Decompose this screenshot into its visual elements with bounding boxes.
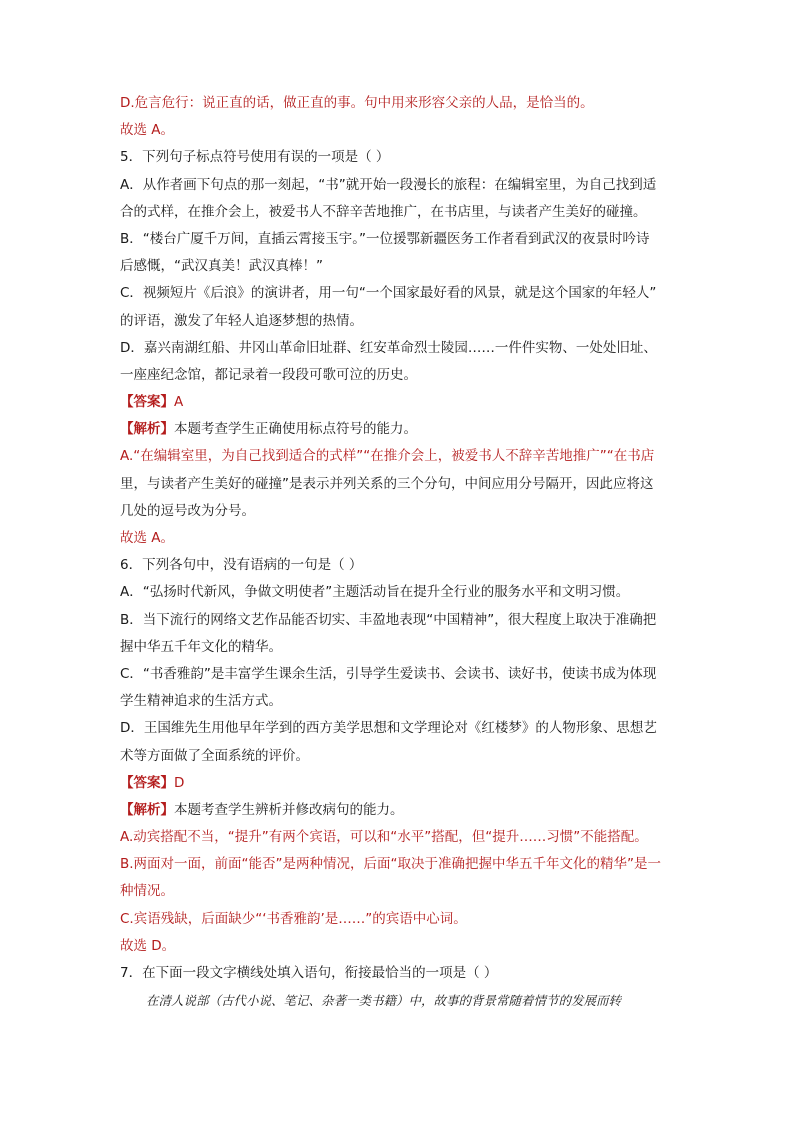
question-5-explanation-line3: 几处的逗号改为分号。 bbox=[120, 502, 255, 519]
answer-value: D bbox=[174, 774, 185, 791]
question-5-explanation-line1: A.“在编辑室里，为自己找到适合的式样”“在推介会上，被爱书人不辞辛苦地推广”“在书店 bbox=[120, 448, 655, 465]
analysis-tag: 【解析】 bbox=[120, 421, 174, 438]
conclusion-choose-d: 故选 D。 bbox=[120, 937, 176, 954]
option-d-explanation: D.危言危行：说正直的话，做正直的事。句中用来形容父亲的人品，是恰当的。 bbox=[120, 95, 594, 111]
question-7-passage: 在清人说部（古代小说、笔记、杂著一类书籍）中，故事的背景常随着情节的发展而转 bbox=[146, 993, 622, 1009]
question-6-option-a: A．“弘扬时代新风，争做文明使者”主题活动旨在提升全行业的服务水平和文明习惯。 bbox=[120, 584, 630, 601]
analysis-text: 本题考查学生正确使用标点符号的能力。 bbox=[174, 421, 417, 438]
conclusion-choose-a: 故选 A。 bbox=[120, 122, 175, 139]
question-6-option-c-line1: C．“书香雅韵”是丰富学生课余生活，引导学生爱读书、会读书、读好书，使读书成为体现 bbox=[120, 665, 657, 682]
question-5-option-d-line2: 一座座纪念馆，都记录着一段段可歌可泣的历史。 bbox=[120, 366, 417, 383]
conclusion-choose-a-2: 故选 A。 bbox=[120, 530, 175, 546]
question-5-option-b-line1: B．“楼台广厦千万间，直插云霄接玉宇。”一位援鄂新疆医务工作者看到武汉的夜景时吟诗 bbox=[120, 230, 650, 247]
analysis-tag: 【解析】 bbox=[120, 801, 174, 818]
question-6-explanation-b-line2: 种情况。 bbox=[120, 883, 174, 900]
question-5-option-a-line1: A．从作者画下句点的那一刻起，“书”就开始一段漫长的旅程：在编辑室里，为自己找到适 bbox=[120, 176, 657, 193]
question-6-option-d-line1: D．王国维先生用他早年学到的西方美学思想和文学理论对《红楼梦》的人物形象、思想艺 bbox=[120, 720, 657, 737]
question-6-option-d-line2: 术等方面做了全面系统的评价。 bbox=[120, 747, 309, 764]
question-6-option-c-line2: 学生精神追求的生活方式。 bbox=[120, 693, 282, 710]
question-5-option-c-line2: 的评语，激发了年轻人追逐梦想的热情。 bbox=[120, 312, 363, 329]
question-6-explanation-c: C.宾语残缺，后面缺少“‘书香雅韵’是……”的宾语中心词。 bbox=[120, 910, 467, 927]
question-7-stem: 7．在下面一段文字横线处填入语句，衔接最恰当的一项是（ ） bbox=[120, 965, 498, 981]
question-6-analysis bbox=[120, 797, 680, 824]
answer-tag: 【答案】 bbox=[120, 774, 174, 791]
question-6-answer bbox=[120, 770, 680, 797]
question-5-analysis bbox=[120, 416, 680, 443]
question-6-option-b-line1: B．当下流行的网络文艺作品能否切实、丰盈地表现“中国精神”，很大程度上取决于准确把 bbox=[120, 611, 657, 628]
question-5-option-b-line2: 后感慨，“武汉真美！武汉真棒！” bbox=[120, 258, 323, 275]
question-6-explanation-a: A.动宾搭配不当，“提升”有两个宾语，可以和“水平”搭配，但“提升……习惯”不能搭配。 bbox=[120, 829, 648, 846]
answer-value: A bbox=[174, 394, 184, 411]
question-5-explanation-line2: 里，与读者产生美好的碰撞”是表示并列关系的三个分句，中间应用分号隔开，因此应将这 bbox=[120, 475, 654, 492]
question-6-stem: 6．下列各句中，没有语病的一句是（ ） bbox=[120, 557, 363, 574]
answer-tag: 【答案】 bbox=[120, 394, 174, 411]
analysis-text: 本题考查学生辨析并修改病句的能力。 bbox=[174, 801, 404, 818]
question-6-option-b-line2: 握中华五千年文化的精华。 bbox=[120, 638, 282, 655]
question-5-stem: 5．下列句子标点符号使用有误的一项是（ ） bbox=[120, 149, 390, 166]
question-6-explanation-b-line1: B.两面对一面，前面“能否”是两种情况，后面“取决于准确把握中华五千年文化的精华”是一 bbox=[120, 856, 662, 873]
document-content bbox=[120, 90, 680, 1014]
question-5-option-c-line1: C．视频短片《后浪》的演讲者，用一句“一个国家最好看的风景，就是这个国家的年轻人” bbox=[120, 285, 657, 302]
question-5-option-a-line2: 合的式样，在推介会上，被爱书人不辞辛苦地推广，在书店里，与读者产生美好的碰撞。 bbox=[120, 203, 647, 220]
question-5-answer bbox=[120, 389, 680, 416]
question-5-option-d-line1: D．嘉兴南湖红船、井冈山革命旧址群、红安革命烈士陵园……一件件实物、一处处旧址、 bbox=[120, 339, 657, 356]
